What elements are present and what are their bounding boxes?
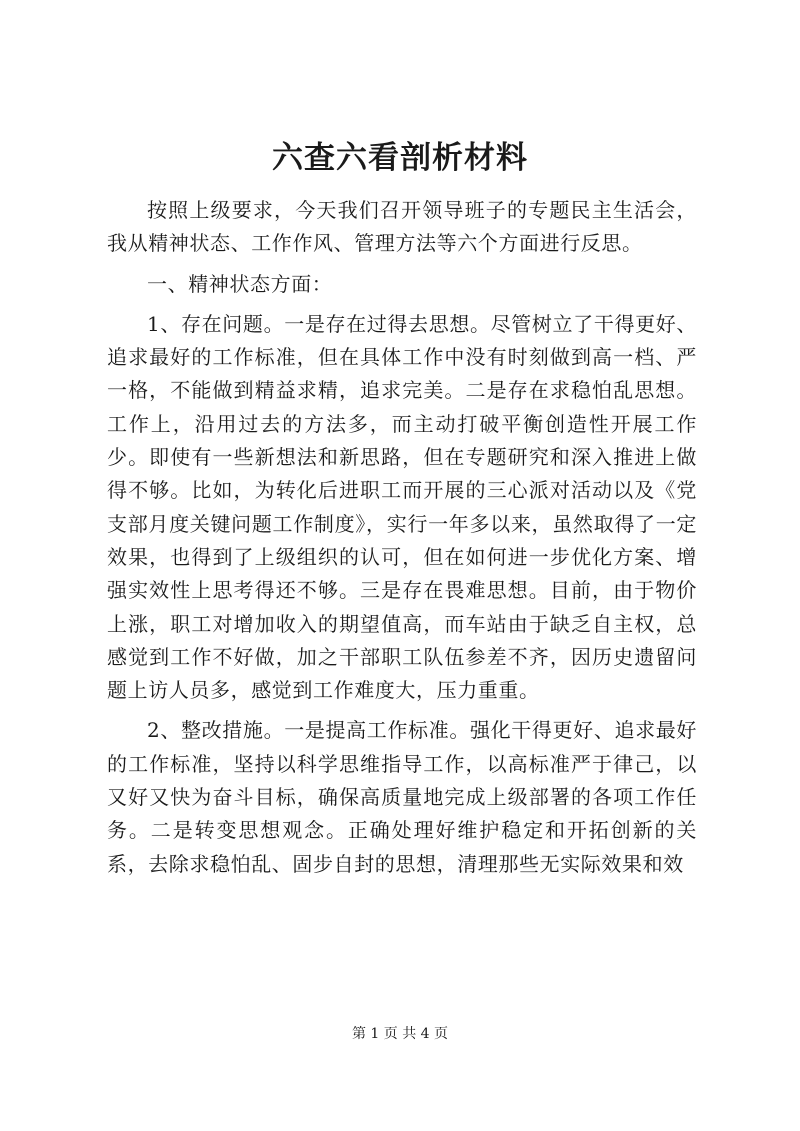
document-title: 六查六看剖析材料 [272,140,528,176]
document-body [107,194,697,881]
paragraph-problems: 1、存在问题。一是存在过得去思想。尽管树立了干得更好、追求最好的工作标准，但在具体工作中没有时刻做到高一档、严一格，不能做到精益求精，追求完美。二是存在求稳怕乱思想。工作上，沿用过去的方法多，而主动打破平衡创造性开展工作少。即使有一些新想法和新思路，但在专题研究和深入推进上做得不够。比如，为转化后进职工而开展的三心派对活动以及《党支部月度关键问题工作制度》，实行一年多以来，虽然取得了一定效果，也得到了上级组织的认可，但在如何进一步优化方案、增强实效性上思考得还不够。三是存在畏难思想。目前，由于物价上涨，职工对增加收入的期望值高，而车站由于缺乏自主权，总感觉到工作不好做，加之干部职工队伍参差不齐，因历史遗留问题上访人员多，感觉到工作难度大，压力重重。 [107,311,697,703]
page-number: 第 1 页 共 4 页 [351,1026,449,1042]
paragraph-measures: 2、整改措施。一是提高工作标准。强化干得更好、追求最好的工作标准，坚持以科学思维指导工作，以高标准严于律己，以又好又快为奋斗目标，确保高质量地完成上级部署的各项工作任务。二是转变思想观念。正确处理好维护稳定和开拓创新的关系，去除求稳怕乱、固步自封的思想，清理那些无实际效果和效 [107,718,697,876]
section-heading-1: 一、精神状态方面： [147,271,333,296]
paragraph-intro: 按照上级要求，今天我们召开领导班子的专题民主生活会，我从精神状态、工作作风、管理方法等六个方面进行反思。 [107,198,697,256]
